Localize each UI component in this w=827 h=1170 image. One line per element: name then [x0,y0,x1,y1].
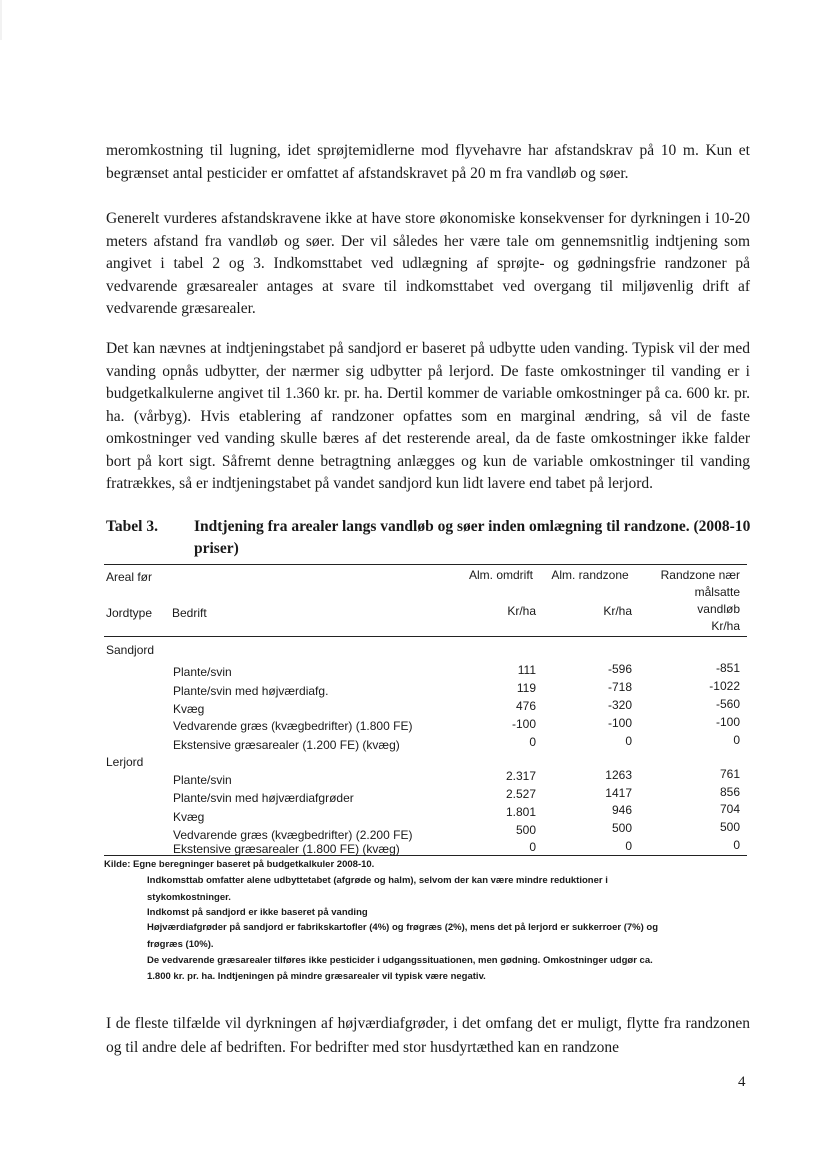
table-note: frøgræs (10%). [147,939,214,950]
header-areal: Areal før [106,570,153,584]
row-value-omdrift: -100 [511,717,536,731]
row-value-randzone: -320 [607,698,632,712]
table-note: Højværdiafgrøder på sandjord er fabrikskartofler (4%) og frøgræs (2%), mens det på lerjord er sukkerroer (7%) og [147,922,659,933]
header-alm-randzone: Alm. randzone [551,568,629,582]
paragraph-2: Generelt vurderes afstandskravene ikke at have store økonomiske konsekvenser for dyrkningen i 10-20 meters afstand fra vandløb og søer. Der vil således her være tale om gennemsnitlig indtjening som angivet i tabel 2 og 3. Indkomsttabet ved udlægning af sprøjte- og gødningsfrie randzoner på vedvarende græsarealer antages at svare til indkomsttabet ved overgang til miljøvenlig drift af vedvarende græsarealer. [106,210,750,317]
row-value-omdrift: 111 [517,663,536,677]
table-note: Indkomst på sandjord er ikke baseret på vanding [147,907,368,918]
row-value-omdrift: 1.801 [505,805,536,819]
row-value-omdrift: 2.527 [505,787,536,801]
row-value-omdrift: 500 [515,823,536,837]
row-value-randzone: -596 [607,662,632,676]
header-vandloeb: vandløb [697,602,740,616]
row-bedrift: Vedvarende græs (kvægbedrifter) (1.800 FE) [173,719,413,733]
row-value-naer: -1022 [709,679,740,693]
table-note: De vedvarende græsarealer tilføres ikke pesticider i udgangssituationen, men gødning. Omkostninger udgør ca. [147,955,653,966]
table-caption-text: Indtjening fra arealer langs vandløb og søer inden omlægning til randzone. (2008-10 priser) [194,518,751,557]
row-value-randzone: -718 [607,680,632,694]
table-source-note: Kilde: Egne beregninger baseret på budgetkalkuler 2008-10. [104,859,375,870]
row-value-omdrift: 119 [516,681,536,695]
table-note: Indkomsttab omfatter alene udbyttetabet (afgrøde og halm), selvom der kan være mindre reduktioner i [147,875,608,886]
row-value-naer: -100 [715,715,740,729]
row-value-randzone: 500 [611,821,632,835]
row-value-omdrift: 0 [529,735,536,749]
row-bedrift: Plante/svin med højværdiafgrøder [173,791,354,805]
row-value-naer: 761 [719,767,740,781]
row-value-randzone: -100 [607,716,632,730]
table-top-rule [104,564,747,565]
row-bedrift: Vedvarende græs (kvægbedrifter) (2.200 FE) [173,828,413,842]
row-value-naer: 0 [733,838,740,852]
row-value-omdrift: 0 [529,840,536,854]
group-label: Lerjord [106,755,144,769]
row-value-randzone: 0 [625,734,632,748]
row-bedrift: Ekstensive græsarealer (1.200 FE) (kvæg) [173,738,400,752]
table-note: 1.800 kr. pr. ha. Indtjeningen på mindre græsarealer vil typisk være negativ. [147,971,486,982]
row-value-naer: 856 [719,785,740,799]
row-value-randzone: 946 [611,803,632,817]
row-bedrift: Kvæg [173,702,205,716]
header-unit-3: Kr/ha [711,619,740,633]
header-jordtype: Jordtype [106,606,153,620]
row-value-omdrift: 2.317 [505,769,536,783]
row-bedrift: Plante/svin [173,665,232,679]
row-value-omdrift: 476 [515,699,536,713]
header-alm-omdrift: Alm. omdrift [468,568,533,582]
row-bedrift: Plante/svin med højværdiafg. [173,684,329,698]
page-number: 4 [738,1074,746,1090]
row-bedrift: Ekstensive græsarealer (1.800 FE) (kvæg) [173,842,400,856]
row-bedrift: Plante/svin [173,773,232,787]
table-header-rule [104,636,747,637]
header-unit-1: Kr/ha [507,604,536,618]
header-bedrift: Bedrift [172,606,207,620]
row-value-naer: 0 [733,733,740,747]
paragraph-4: I de fleste tilfælde vil dyrkningen af højværdiafgrøder, i det omfang det er muligt, flytte fra randzonen og til andre dele af bedriften. For bedrifter med stor husdyrtæthed kan en randzone [106,1015,750,1056]
paragraph-1: meromkostning til lugning, idet sprøjtemidlerne mod flyvehavre har afstandskrav på 10 m. Kun et begrænset antal pesticider er omfattet af afstandskravet på 20 m fra vandløb og søer. [106,142,750,182]
paragraph-3: Det kan nævnes at indtjeningstabet på sandjord er baseret på udbytte uden vanding. Typisk vil der med vanding opnås udbytter, der nærmer sig udbytter på lerjord. De faste omkostninger til vanding er i budgetkalkulerne angivet til 1.360 kr. pr. ha. Dertil kommer de variable omkostninger på ca. 600 kr. pr. ha. (vårbyg). Hvis etablering af randzoner opfattes som en marginal ændring, så vil de faste omkostninger ved vanding skulle bæres af det resterende areal, da de faste omkostninger ikke falder bort på kort sigt. Såfremt denne betragtning anlægges og kun de variable omkostninger til vanding fratrækkes, så er indtjeningstabet på vandet sandjord kun lidt lavere end tabet på lerjord. [106,340,750,492]
row-value-naer: -560 [715,697,740,711]
row-bedrift: Kvæg [173,810,205,824]
table-caption-number: Tabel 3. [106,518,158,535]
group-label: Sandjord [106,643,155,657]
header-unit-2: Kr/ha [603,604,632,618]
header-randzone-naer: Randzone nær [660,568,740,582]
header-maalsatte: målsatte [694,585,740,599]
scan-edge-mark [0,0,2,40]
row-value-naer: 500 [719,820,740,834]
row-value-naer: -851 [715,661,740,675]
table-note: stykomkostninger. [147,892,231,903]
row-value-randzone: 1263 [605,768,632,782]
row-value-naer: 704 [719,802,740,816]
row-value-randzone: 1417 [605,786,632,800]
row-value-randzone: 0 [625,839,632,853]
